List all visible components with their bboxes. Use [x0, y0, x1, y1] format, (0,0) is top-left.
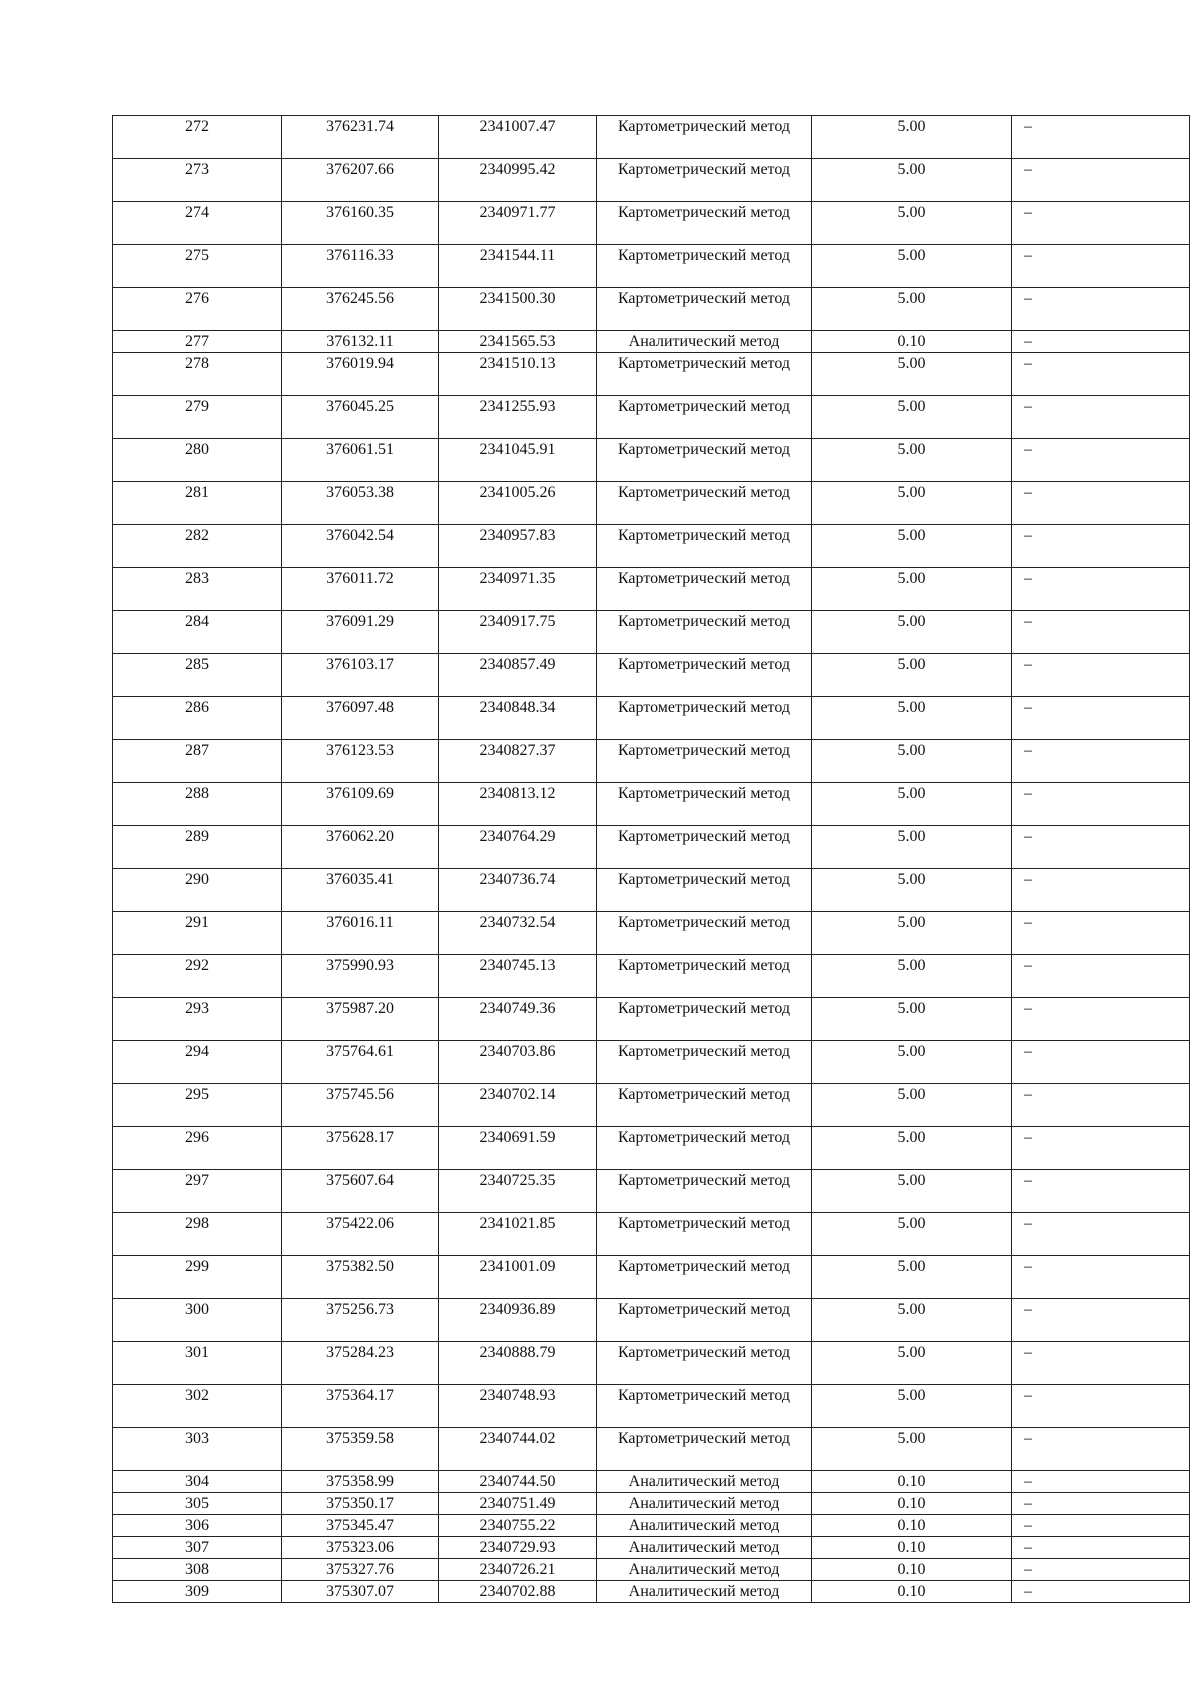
point-number-cell: 281: [113, 482, 282, 525]
point-number-cell: 293: [113, 998, 282, 1041]
accuracy-cell: 5.00: [812, 1213, 1012, 1256]
point-number-cell: 290: [113, 869, 282, 912]
coordinate-x-cell: 376011.72: [282, 568, 439, 611]
table-row: [113, 525, 1190, 568]
method-cell: Картометрический метод: [597, 1084, 812, 1127]
method-cell: Картометрический метод: [597, 912, 812, 955]
point-number-cell: 288: [113, 783, 282, 826]
table-row: [113, 288, 1190, 331]
point-number-cell: 296: [113, 1127, 282, 1170]
accuracy-cell: 5.00: [812, 912, 1012, 955]
table-row: [113, 912, 1190, 955]
coordinate-x-cell: 375745.56: [282, 1084, 439, 1127]
accuracy-cell: 5.00: [812, 202, 1012, 245]
coordinate-x-cell: 376045.25: [282, 396, 439, 439]
accuracy-cell: 5.00: [812, 1170, 1012, 1213]
table-row: [113, 568, 1190, 611]
accuracy-cell: 5.00: [812, 288, 1012, 331]
table-row: [113, 998, 1190, 1041]
point-number-cell: 284: [113, 611, 282, 654]
point-number-cell: 291: [113, 912, 282, 955]
accuracy-cell: 0.10: [812, 1493, 1012, 1515]
coordinate-x-cell: 375284.23: [282, 1342, 439, 1385]
accuracy-cell: 5.00: [812, 1385, 1012, 1428]
note-cell: –: [1012, 202, 1190, 245]
note-cell: –: [1012, 159, 1190, 202]
table-row: [113, 353, 1190, 396]
accuracy-cell: 0.10: [812, 1471, 1012, 1493]
accuracy-cell: 5.00: [812, 740, 1012, 783]
note-cell: –: [1012, 245, 1190, 288]
point-number-cell: 274: [113, 202, 282, 245]
method-cell: Картометрический метод: [597, 998, 812, 1041]
accuracy-cell: 5.00: [812, 1256, 1012, 1299]
coordinate-x-cell: 375607.64: [282, 1170, 439, 1213]
note-cell: –: [1012, 740, 1190, 783]
coordinate-y-cell: 2340736.74: [439, 869, 597, 912]
coordinate-x-cell: 375990.93: [282, 955, 439, 998]
note-cell: –: [1012, 288, 1190, 331]
note-cell: –: [1012, 912, 1190, 955]
method-cell: Картометрический метод: [597, 826, 812, 869]
note-cell: –: [1012, 396, 1190, 439]
coordinate-y-cell: 2340725.35: [439, 1170, 597, 1213]
point-number-cell: 294: [113, 1041, 282, 1084]
table-row: [113, 1471, 1190, 1493]
coordinate-x-cell: 375256.73: [282, 1299, 439, 1342]
coordinate-x-cell: 375327.76: [282, 1559, 439, 1581]
method-cell: Картометрический метод: [597, 697, 812, 740]
coordinate-x-cell: 375345.47: [282, 1515, 439, 1537]
note-cell: –: [1012, 611, 1190, 654]
note-cell: –: [1012, 353, 1190, 396]
coordinate-y-cell: 2340857.49: [439, 654, 597, 697]
table-row: [113, 1041, 1190, 1084]
note-cell: –: [1012, 116, 1190, 159]
coordinate-x-cell: 376207.66: [282, 159, 439, 202]
table-row: [113, 955, 1190, 998]
table-row: [113, 159, 1190, 202]
note-cell: –: [1012, 1127, 1190, 1170]
accuracy-cell: 5.00: [812, 1041, 1012, 1084]
method-cell: Картометрический метод: [597, 245, 812, 288]
point-number-cell: 301: [113, 1342, 282, 1385]
note-cell: –: [1012, 1213, 1190, 1256]
coordinate-x-cell: 376035.41: [282, 869, 439, 912]
coordinate-x-cell: 376132.11: [282, 331, 439, 353]
coordinate-y-cell: 2340744.02: [439, 1428, 597, 1471]
coordinate-y-cell: 2340971.35: [439, 568, 597, 611]
coordinate-x-cell: 376061.51: [282, 439, 439, 482]
point-number-cell: 277: [113, 331, 282, 353]
coordinates-table-body: [113, 116, 1190, 1603]
table-row: [113, 1515, 1190, 1537]
coordinate-y-cell: 2340995.42: [439, 159, 597, 202]
coordinate-x-cell: 376019.94: [282, 353, 439, 396]
coordinate-y-cell: 2341001.09: [439, 1256, 597, 1299]
coordinates-table: [112, 115, 1190, 1603]
coordinate-x-cell: 375359.58: [282, 1428, 439, 1471]
coordinate-y-cell: 2340751.49: [439, 1493, 597, 1515]
coordinate-y-cell: 2340726.21: [439, 1559, 597, 1581]
coordinate-x-cell: 375307.07: [282, 1581, 439, 1603]
accuracy-cell: 5.00: [812, 159, 1012, 202]
method-cell: Картометрический метод: [597, 1428, 812, 1471]
point-number-cell: 278: [113, 353, 282, 396]
coordinate-y-cell: 2340936.89: [439, 1299, 597, 1342]
accuracy-cell: 5.00: [812, 1084, 1012, 1127]
method-cell: Аналитический метод: [597, 1471, 812, 1493]
coordinate-y-cell: 2340848.34: [439, 697, 597, 740]
coordinate-y-cell: 2340702.88: [439, 1581, 597, 1603]
point-number-cell: 292: [113, 955, 282, 998]
coordinate-x-cell: 375628.17: [282, 1127, 439, 1170]
table-row: [113, 1299, 1190, 1342]
accuracy-cell: 0.10: [812, 1581, 1012, 1603]
method-cell: Картометрический метод: [597, 568, 812, 611]
coordinate-y-cell: 2340749.36: [439, 998, 597, 1041]
method-cell: Картометрический метод: [597, 1299, 812, 1342]
point-number-cell: 303: [113, 1428, 282, 1471]
accuracy-cell: 5.00: [812, 955, 1012, 998]
coordinate-y-cell: 2340971.77: [439, 202, 597, 245]
coordinate-y-cell: 2341255.93: [439, 396, 597, 439]
table-row: [113, 783, 1190, 826]
coordinate-x-cell: 376123.53: [282, 740, 439, 783]
method-cell: Картометрический метод: [597, 1256, 812, 1299]
method-cell: Картометрический метод: [597, 1342, 812, 1385]
coordinate-y-cell: 2340755.22: [439, 1515, 597, 1537]
note-cell: –: [1012, 482, 1190, 525]
coordinate-y-cell: 2340827.37: [439, 740, 597, 783]
note-cell: –: [1012, 1581, 1190, 1603]
method-cell: Картометрический метод: [597, 1127, 812, 1170]
coordinate-y-cell: 2340917.75: [439, 611, 597, 654]
note-cell: –: [1012, 1493, 1190, 1515]
accuracy-cell: 5.00: [812, 245, 1012, 288]
point-number-cell: 302: [113, 1385, 282, 1428]
table-row: [113, 1256, 1190, 1299]
coordinate-y-cell: 2340703.86: [439, 1041, 597, 1084]
coordinate-x-cell: 376042.54: [282, 525, 439, 568]
method-cell: Картометрический метод: [597, 159, 812, 202]
coordinate-y-cell: 2340702.14: [439, 1084, 597, 1127]
note-cell: –: [1012, 1299, 1190, 1342]
note-cell: –: [1012, 331, 1190, 353]
note-cell: –: [1012, 783, 1190, 826]
point-number-cell: 289: [113, 826, 282, 869]
coordinate-y-cell: 2341045.91: [439, 439, 597, 482]
table-row: [113, 1428, 1190, 1471]
accuracy-cell: 5.00: [812, 353, 1012, 396]
method-cell: Аналитический метод: [597, 1493, 812, 1515]
coordinate-x-cell: 376103.17: [282, 654, 439, 697]
table-row: [113, 1537, 1190, 1559]
coordinate-x-cell: 376097.48: [282, 697, 439, 740]
method-cell: Картометрический метод: [597, 396, 812, 439]
method-cell: Картометрический метод: [597, 288, 812, 331]
accuracy-cell: 5.00: [812, 1428, 1012, 1471]
method-cell: Картометрический метод: [597, 1041, 812, 1084]
point-number-cell: 279: [113, 396, 282, 439]
method-cell: Аналитический метод: [597, 331, 812, 353]
table-row: [113, 1342, 1190, 1385]
method-cell: Аналитический метод: [597, 1515, 812, 1537]
method-cell: Картометрический метод: [597, 654, 812, 697]
note-cell: –: [1012, 1471, 1190, 1493]
accuracy-cell: 5.00: [812, 482, 1012, 525]
accuracy-cell: 0.10: [812, 331, 1012, 353]
accuracy-cell: 5.00: [812, 654, 1012, 697]
accuracy-cell: 5.00: [812, 116, 1012, 159]
coordinate-x-cell: 375350.17: [282, 1493, 439, 1515]
coordinate-x-cell: 376116.33: [282, 245, 439, 288]
note-cell: –: [1012, 1342, 1190, 1385]
note-cell: –: [1012, 998, 1190, 1041]
point-number-cell: 308: [113, 1559, 282, 1581]
accuracy-cell: 0.10: [812, 1515, 1012, 1537]
point-number-cell: 299: [113, 1256, 282, 1299]
coordinate-y-cell: 2340888.79: [439, 1342, 597, 1385]
coordinate-y-cell: 2340748.93: [439, 1385, 597, 1428]
point-number-cell: 298: [113, 1213, 282, 1256]
coordinate-y-cell: 2341544.11: [439, 245, 597, 288]
note-cell: –: [1012, 439, 1190, 482]
coordinate-y-cell: 2341565.53: [439, 331, 597, 353]
table-row: [113, 869, 1190, 912]
accuracy-cell: 0.10: [812, 1537, 1012, 1559]
table-row: [113, 1127, 1190, 1170]
table-row: [113, 1084, 1190, 1127]
note-cell: –: [1012, 654, 1190, 697]
table-row: [113, 654, 1190, 697]
method-cell: Картометрический метод: [597, 1170, 812, 1213]
table-row: [113, 331, 1190, 353]
note-cell: –: [1012, 1515, 1190, 1537]
accuracy-cell: 5.00: [812, 998, 1012, 1041]
table-row: [113, 697, 1190, 740]
accuracy-cell: 5.00: [812, 1299, 1012, 1342]
table-row: [113, 439, 1190, 482]
accuracy-cell: 5.00: [812, 1342, 1012, 1385]
point-number-cell: 280: [113, 439, 282, 482]
coordinate-y-cell: 2340957.83: [439, 525, 597, 568]
point-number-cell: 304: [113, 1471, 282, 1493]
coordinate-y-cell: 2340691.59: [439, 1127, 597, 1170]
coordinate-y-cell: 2341007.47: [439, 116, 597, 159]
note-cell: –: [1012, 1256, 1190, 1299]
point-number-cell: 282: [113, 525, 282, 568]
accuracy-cell: 5.00: [812, 826, 1012, 869]
coordinate-y-cell: 2340745.13: [439, 955, 597, 998]
coordinate-y-cell: 2341500.30: [439, 288, 597, 331]
method-cell: Картометрический метод: [597, 439, 812, 482]
table-row: [113, 116, 1190, 159]
method-cell: Картометрический метод: [597, 611, 812, 654]
accuracy-cell: 5.00: [812, 1127, 1012, 1170]
coordinate-y-cell: 2340813.12: [439, 783, 597, 826]
method-cell: Картометрический метод: [597, 482, 812, 525]
method-cell: Картометрический метод: [597, 116, 812, 159]
point-number-cell: 300: [113, 1299, 282, 1342]
note-cell: –: [1012, 826, 1190, 869]
table-row: [113, 740, 1190, 783]
coordinate-y-cell: 2341021.85: [439, 1213, 597, 1256]
coordinate-y-cell: 2340732.54: [439, 912, 597, 955]
note-cell: –: [1012, 1537, 1190, 1559]
coordinate-x-cell: 376109.69: [282, 783, 439, 826]
method-cell: Картометрический метод: [597, 202, 812, 245]
coordinate-x-cell: 375987.20: [282, 998, 439, 1041]
point-number-cell: 285: [113, 654, 282, 697]
coordinate-x-cell: 375358.99: [282, 1471, 439, 1493]
coordinate-x-cell: 376245.56: [282, 288, 439, 331]
point-number-cell: 272: [113, 116, 282, 159]
note-cell: –: [1012, 869, 1190, 912]
coordinate-x-cell: 376160.35: [282, 202, 439, 245]
method-cell: Картометрический метод: [597, 783, 812, 826]
accuracy-cell: 5.00: [812, 869, 1012, 912]
accuracy-cell: 0.10: [812, 1559, 1012, 1581]
method-cell: Картометрический метод: [597, 1213, 812, 1256]
accuracy-cell: 5.00: [812, 783, 1012, 826]
method-cell: Аналитический метод: [597, 1581, 812, 1603]
method-cell: Аналитический метод: [597, 1559, 812, 1581]
coordinate-x-cell: 376091.29: [282, 611, 439, 654]
point-number-cell: 276: [113, 288, 282, 331]
point-number-cell: 297: [113, 1170, 282, 1213]
coordinate-y-cell: 2341510.13: [439, 353, 597, 396]
method-cell: Картометрический метод: [597, 955, 812, 998]
coordinate-x-cell: 375764.61: [282, 1041, 439, 1084]
accuracy-cell: 5.00: [812, 525, 1012, 568]
coordinate-x-cell: 375422.06: [282, 1213, 439, 1256]
coordinate-x-cell: 375323.06: [282, 1537, 439, 1559]
point-number-cell: 286: [113, 697, 282, 740]
point-number-cell: 307: [113, 1537, 282, 1559]
table-row: [113, 1581, 1190, 1603]
accuracy-cell: 5.00: [812, 439, 1012, 482]
table-row: [113, 611, 1190, 654]
table-row: [113, 202, 1190, 245]
table-row: [113, 1559, 1190, 1581]
note-cell: –: [1012, 1385, 1190, 1428]
method-cell: Картометрический метод: [597, 525, 812, 568]
table-row: [113, 1385, 1190, 1428]
note-cell: –: [1012, 568, 1190, 611]
accuracy-cell: 5.00: [812, 697, 1012, 740]
table-row: [113, 1170, 1190, 1213]
point-number-cell: 283: [113, 568, 282, 611]
accuracy-cell: 5.00: [812, 611, 1012, 654]
coordinate-x-cell: 375382.50: [282, 1256, 439, 1299]
table-row: [113, 245, 1190, 288]
method-cell: Картометрический метод: [597, 353, 812, 396]
point-number-cell: 295: [113, 1084, 282, 1127]
table-row: [113, 1493, 1190, 1515]
note-cell: –: [1012, 525, 1190, 568]
coordinate-y-cell: 2340764.29: [439, 826, 597, 869]
coordinate-x-cell: 376053.38: [282, 482, 439, 525]
method-cell: Картометрический метод: [597, 869, 812, 912]
note-cell: –: [1012, 1170, 1190, 1213]
note-cell: –: [1012, 1428, 1190, 1471]
table-row: [113, 1213, 1190, 1256]
note-cell: –: [1012, 955, 1190, 998]
coordinate-y-cell: 2340729.93: [439, 1537, 597, 1559]
method-cell: Картометрический метод: [597, 740, 812, 783]
point-number-cell: 275: [113, 245, 282, 288]
note-cell: –: [1012, 1041, 1190, 1084]
note-cell: –: [1012, 1559, 1190, 1581]
table-row: [113, 396, 1190, 439]
point-number-cell: 305: [113, 1493, 282, 1515]
table-row: [113, 826, 1190, 869]
accuracy-cell: 5.00: [812, 396, 1012, 439]
coordinate-y-cell: 2341005.26: [439, 482, 597, 525]
point-number-cell: 287: [113, 740, 282, 783]
point-number-cell: 306: [113, 1515, 282, 1537]
coordinate-x-cell: 375364.17: [282, 1385, 439, 1428]
table-row: [113, 482, 1190, 525]
method-cell: Картометрический метод: [597, 1385, 812, 1428]
note-cell: –: [1012, 697, 1190, 740]
coordinate-y-cell: 2340744.50: [439, 1471, 597, 1493]
coordinate-x-cell: 376016.11: [282, 912, 439, 955]
accuracy-cell: 5.00: [812, 568, 1012, 611]
coordinate-x-cell: 376231.74: [282, 116, 439, 159]
method-cell: Аналитический метод: [597, 1537, 812, 1559]
point-number-cell: 309: [113, 1581, 282, 1603]
point-number-cell: 273: [113, 159, 282, 202]
coordinate-x-cell: 376062.20: [282, 826, 439, 869]
note-cell: –: [1012, 1084, 1190, 1127]
